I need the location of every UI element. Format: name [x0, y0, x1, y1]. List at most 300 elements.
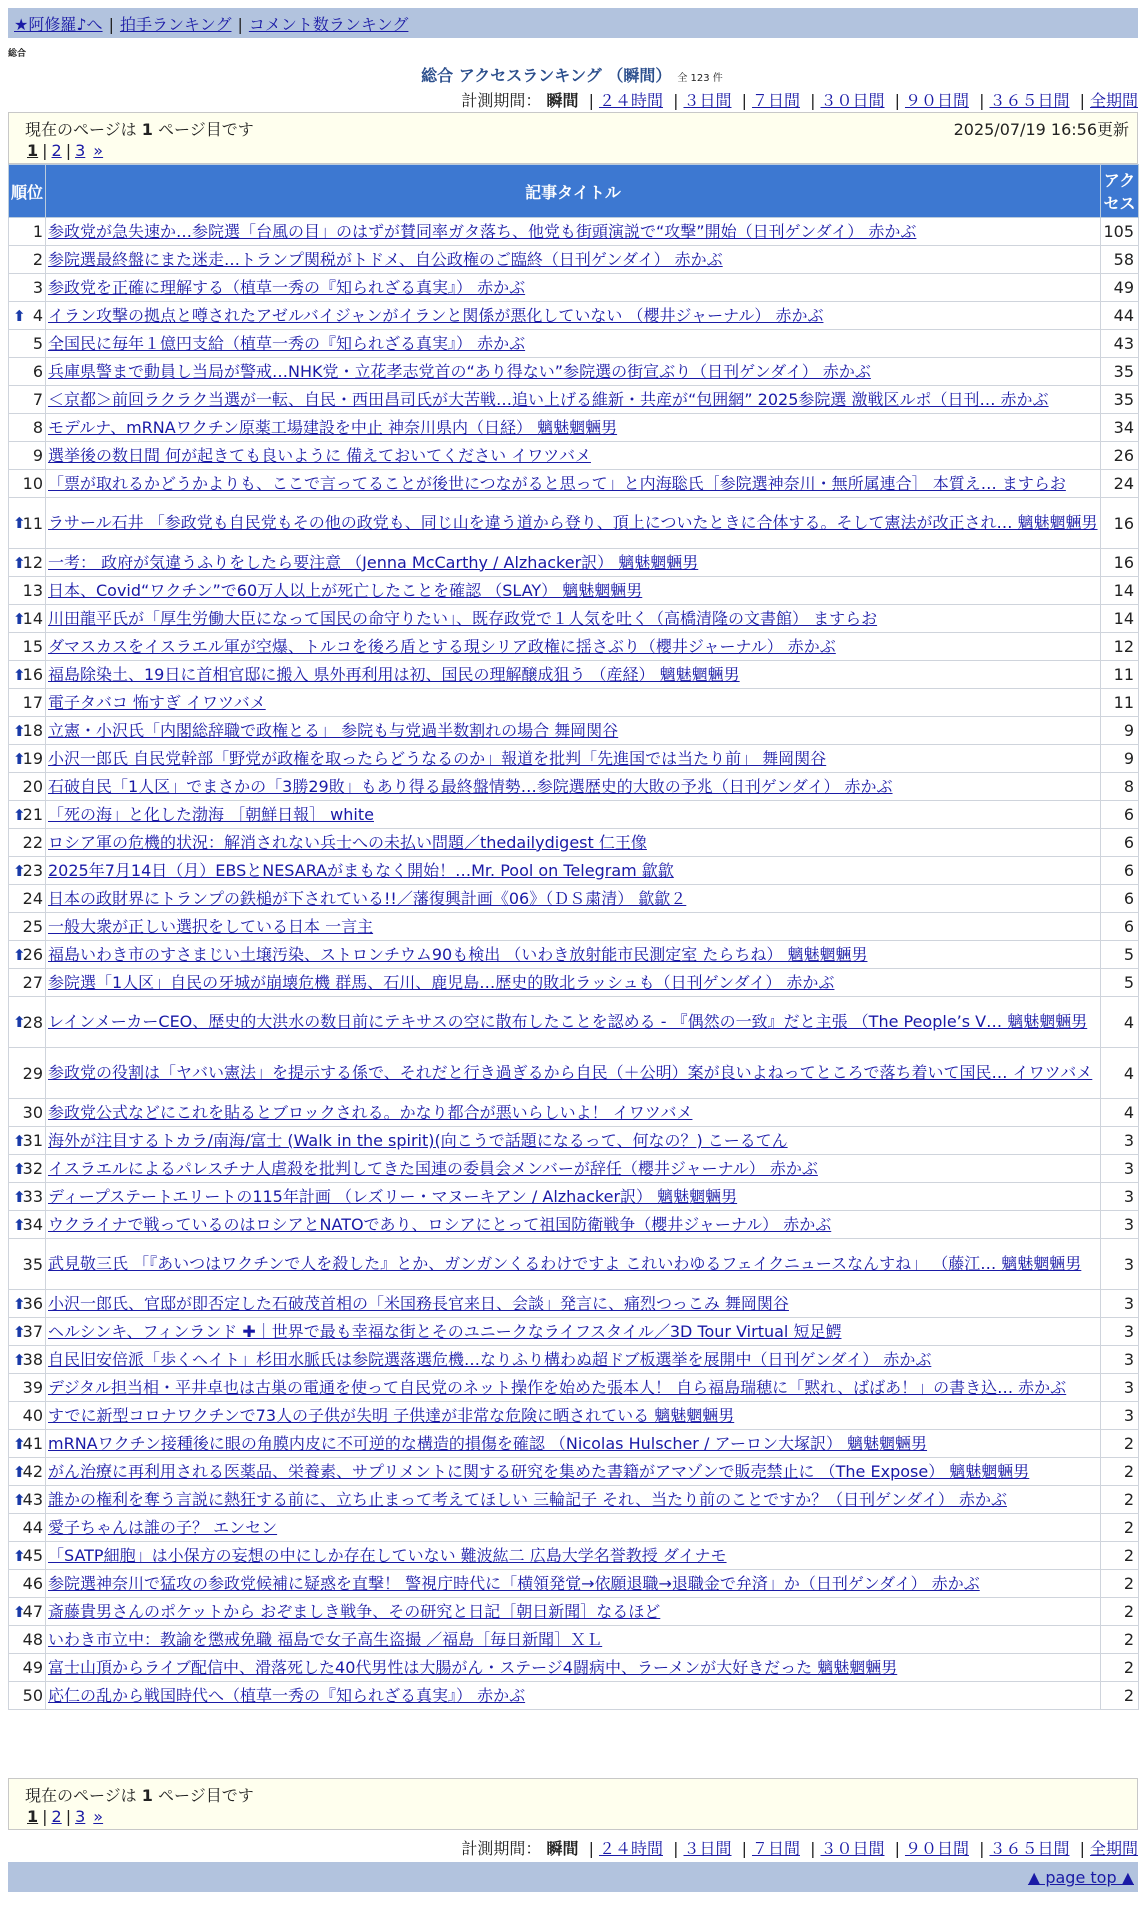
rank-number: 22	[22, 833, 43, 852]
period-link-365d[interactable]: ３６５日間	[989, 91, 1070, 110]
table-row	[9, 997, 1139, 1048]
article-link[interactable]: 参政党の役割は「ヤバい憲法」を提示する係で、それだと行き過ぎるから自民（＋公明）案が良いよねってところで落ち着いて国民… イワツバメ	[48, 1063, 1093, 1082]
title-cell	[46, 1514, 1101, 1542]
pager-next[interactable]: »	[93, 141, 104, 160]
pager-top: 1 | 2 | 3 »	[27, 141, 104, 160]
article-link[interactable]: 福島除染土、19日に首相官邸に搬入 県外再利用は初、国民の理解醸成狙う （産経） 魑魅魍魎男	[48, 664, 740, 684]
updated-timestamp: 2025/07/19 16:56更新	[953, 120, 1129, 139]
article-link[interactable]: ウクライナで戦っているのはロシアとNATOであり、ロシアにとって祖国防衛戦争（櫻井ジャーナル） 赤かぶ	[48, 1214, 832, 1234]
rank-cell	[9, 997, 46, 1048]
access-count: 2	[1101, 1682, 1139, 1710]
table-row	[9, 941, 1139, 969]
access-count: 2	[1101, 1458, 1139, 1486]
rank-number: 33	[22, 1187, 43, 1206]
period-current: 瞬間	[546, 1839, 579, 1858]
rank-cell	[9, 1127, 46, 1155]
rank-number: 29	[22, 1063, 43, 1083]
article-link[interactable]: 小沢一郎氏、官邸が即否定した石破茂首相の「米国務長官来日、会談」発言に、痛烈つっこみ 舞岡関谷	[48, 1293, 789, 1313]
rank-cell	[9, 661, 46, 689]
rank-number: 7	[32, 390, 43, 409]
rank-number: 19	[22, 749, 43, 768]
rank-cell	[9, 498, 46, 549]
access-count: 3	[1101, 1346, 1139, 1374]
rank-up-arrow-icon: ⬆	[13, 1013, 26, 1031]
rank-cell	[9, 1598, 46, 1626]
rank-cell	[9, 1402, 46, 1430]
current-page-text: 現在のページは 1 ページ目です	[25, 120, 254, 139]
article-link[interactable]: レインメーカーCEO、歴史的大洪水の数日前にテキサスの空に散布したことを認める - 『偶然の一致』だと主張 （The People’s V… 魑魅魍魎男	[48, 1012, 1088, 1031]
access-count: 2	[1101, 1654, 1139, 1682]
top-nav-bar	[8, 8, 1138, 38]
rank-up-arrow-icon: ⬆	[13, 1350, 26, 1369]
rank-cell	[9, 1430, 46, 1458]
page-info-bottom	[8, 1778, 1138, 1830]
title-cell	[46, 941, 1101, 969]
rank-up-arrow-icon: ⬆	[13, 553, 26, 572]
pager-next[interactable]: »	[93, 1807, 104, 1826]
table-row	[9, 1402, 1139, 1430]
title-cell	[46, 1211, 1101, 1239]
rank-number: 34	[22, 1215, 43, 1234]
period-link-3d[interactable]: ３日間	[683, 91, 732, 110]
access-count: 16	[1101, 498, 1139, 549]
period-link-365d[interactable]: ３６５日間	[989, 1839, 1070, 1858]
title-cell	[46, 661, 1101, 689]
rank-up-arrow-icon: ⬆	[13, 1462, 26, 1481]
article-link[interactable]: ダマスカスをイスラエル軍が空爆、トルコを後ろ盾とする現シリア政権に揺さぶり（櫻井ジャーナル） 赤かぶ	[48, 636, 836, 656]
rank-cell	[9, 605, 46, 633]
access-count: 4	[1101, 997, 1139, 1048]
rank-up-arrow-icon: ⬆	[13, 1187, 26, 1206]
title-cell	[46, 801, 1101, 829]
table-row	[9, 330, 1139, 358]
page-top-link[interactable]: ▲ page top ▲	[1027, 1868, 1134, 1887]
rank-number: 1	[32, 222, 43, 241]
article-link[interactable]: 全国民に毎年１億円支給（植草一秀の『知られざる真実』） 赤かぶ	[48, 333, 526, 353]
access-count: 11	[1101, 689, 1139, 717]
article-link[interactable]: 富士山頂からライブ配信中、滑落死した40代男性は大腸がん・ステージ4闘病中、ラーメンが大好きだった 魑魅魍魎男	[48, 1657, 898, 1677]
article-link[interactable]: ＜京都＞前回ラクラク当選が一転、自民・西田昌司氏が大苦戦…追い上げる維新・共産が“包囲網” 2025参院選 激戦区ルポ（日刊… 赤かぶ	[48, 389, 1049, 409]
article-link[interactable]: 武見敬三氏 「『あいつはワクチンで人を殺した』とか、ガンガンくるわけですよ これいわゆるフェイクニュースなんすね」 （藤江… 魑魅魍魎男	[48, 1254, 1082, 1273]
title-cell	[46, 969, 1101, 997]
pager-bottom: 1 | 2 | 3 »	[27, 1807, 104, 1826]
rank-cell	[9, 857, 46, 885]
rank-cell	[9, 549, 46, 577]
rank-cell	[9, 274, 46, 302]
article-link[interactable]: 福島いわき市のすさまじい土壌汚染、ストロンチウム90も検出 （いわき放射能市民測定室 たらちね） 魑魅魍魎男	[48, 944, 868, 964]
table-row	[9, 1048, 1139, 1099]
title-cell	[46, 745, 1101, 773]
rank-cell	[9, 969, 46, 997]
access-count: 49	[1101, 274, 1139, 302]
table-row	[9, 913, 1139, 941]
rank-up-arrow-icon: ⬆	[13, 306, 26, 325]
table-row	[9, 470, 1139, 498]
period-link-all[interactable]: 全期間	[1089, 91, 1138, 110]
rank-number: 9	[32, 446, 43, 465]
rank-cell	[9, 1374, 46, 1402]
title-cell	[46, 1155, 1101, 1183]
rank-cell	[9, 1155, 46, 1183]
rank-number: 5	[32, 334, 43, 353]
rank-cell	[9, 885, 46, 913]
period-label: 計測期間：	[461, 1839, 542, 1858]
rank-number: 13	[22, 581, 43, 600]
access-count: 2	[1101, 1514, 1139, 1542]
rank-number: 46	[22, 1574, 43, 1593]
access-count: 3	[1101, 1239, 1139, 1290]
access-count: 6	[1101, 829, 1139, 857]
rank-up-arrow-icon: ⬆	[13, 1215, 26, 1234]
article-link[interactable]: 電子タバコ 怖すぎ イワツバメ	[48, 692, 266, 712]
rank-cell	[9, 913, 46, 941]
period-link-90d[interactable]: ９０日間	[904, 91, 969, 110]
article-link[interactable]: 日本、Covid“ワクチン”で60万人以上が死亡したことを確認 （SLAY） 魑魅魍魎男	[48, 580, 643, 600]
rank-up-arrow-icon: ⬆	[13, 609, 26, 628]
access-count: 2	[1101, 1626, 1139, 1654]
article-link[interactable]: 自民旧安倍派「歩くヘイト」杉田水脈氏は参院選落選危機…なりふり構わぬ超ドブ板選挙を展開中（日刊ゲンダイ） 赤かぶ	[48, 1349, 932, 1369]
title-cell	[46, 386, 1101, 414]
access-count: 12	[1101, 633, 1139, 661]
title-cell	[46, 1099, 1101, 1127]
category-label: 総合	[8, 49, 27, 59]
article-link[interactable]: 一般大衆が正しい選択をしている日本 一言主	[48, 916, 374, 936]
rank-number: 44	[22, 1518, 43, 1537]
rank-cell	[9, 941, 46, 969]
rank-number: 10	[22, 474, 43, 493]
access-count: 6	[1101, 801, 1139, 829]
table-row	[9, 302, 1139, 330]
col-title-header: 記事タイトル	[46, 165, 1101, 218]
article-link[interactable]: 立憲・小沢氏「内閣総辞職で政権とる」 参院も与党過半数割れの場合 舞岡関谷	[48, 720, 619, 740]
access-count: 5	[1101, 969, 1139, 997]
title-cell	[46, 1682, 1101, 1710]
period-label: 計測期間：	[461, 91, 542, 110]
period-link-7d[interactable]: ７日間	[751, 1839, 800, 1858]
article-link[interactable]: 選挙後の数日間 何が起きても良いように 備えておいてください イワツバメ	[48, 445, 591, 465]
title-cell	[46, 633, 1101, 661]
title-cell	[46, 1458, 1101, 1486]
table-row	[9, 661, 1139, 689]
article-link[interactable]: ディープステートエリートの115年計画 （レズリー・マヌーキアン / Alzhacker訳） 魑魅魍魎男	[48, 1186, 738, 1206]
rank-number: 30	[22, 1103, 43, 1122]
table-row	[9, 1486, 1139, 1514]
rank-number: 43	[22, 1490, 43, 1509]
rank-cell	[9, 577, 46, 605]
title-cell	[46, 498, 1101, 549]
access-count: 11	[1101, 661, 1139, 689]
table-row	[9, 1654, 1139, 1682]
rank-number: 12	[22, 553, 43, 572]
title-cell	[46, 773, 1101, 801]
col-access-header: アクセス	[1101, 165, 1139, 218]
article-link[interactable]: 「死の海」と化した渤海 ［朝鮮日報］ white	[48, 804, 374, 824]
title-cell	[46, 1598, 1101, 1626]
rank-cell	[9, 1048, 46, 1099]
article-link[interactable]: 参政党が急失速か…参院選「台風の目」のはずが賛同率ガタ落ち、他党も街頭演説で“攻撃”開始（日刊ゲンダイ） 赤かぶ	[48, 221, 917, 241]
access-count: 2	[1101, 1570, 1139, 1598]
rank-cell	[9, 1099, 46, 1127]
article-link[interactable]: イラン攻撃の拠点と噂されたアゼルバイジャンがイランと関係が悪化していない （櫻井ジャーナル） 赤かぶ	[48, 305, 824, 325]
table-row	[9, 274, 1139, 302]
access-count: 6	[1101, 913, 1139, 941]
page-info-top	[8, 112, 1138, 164]
access-count: 9	[1101, 717, 1139, 745]
article-link[interactable]: 川田龍平氏が「厚生労働大臣になって国民の命守りたい」、既存政党で１人気を吐く（高橋清隆の文書館） ますらお	[48, 608, 878, 628]
article-link[interactable]: 小沢一郎氏 自民党幹部「野党が政権を取ったらどうなるのか」報道を批判「先進国では当たり前」 舞岡関谷	[48, 748, 827, 768]
table-row	[9, 969, 1139, 997]
article-link[interactable]: mRNAワクチン接種後に眼の角膜内皮に不可逆的な構造的損傷を確認 （Nicolas Hulscher / アーロン大塚訳） 魑魅魍魎男	[48, 1433, 928, 1453]
rank-number: 47	[22, 1602, 43, 1621]
rank-cell	[9, 633, 46, 661]
title-cell	[46, 1346, 1101, 1374]
bottom-bar	[8, 1862, 1138, 1892]
access-count: 16	[1101, 549, 1139, 577]
article-link[interactable]: モデルナ、mRNAワクチン原薬工場建設を中止 神奈川県内（日経） 魑魅魍魎男	[48, 417, 618, 437]
pager-page-3[interactable]: 3	[75, 1807, 86, 1826]
table-row	[9, 577, 1139, 605]
pager-page-3[interactable]: 3	[75, 141, 86, 160]
table-row	[9, 1542, 1139, 1570]
rank-number: 35	[22, 1254, 43, 1274]
ranking-table	[8, 164, 1139, 1710]
article-link[interactable]: 海外が注目するトカラ/南海/富士 (Walk in the spirit)(向こうで話題になるって、何なの？) こーるてん	[48, 1130, 788, 1150]
access-count: 26	[1101, 442, 1139, 470]
table-row	[9, 549, 1139, 577]
rank-up-arrow-icon: ⬆	[13, 1322, 26, 1341]
access-count: 6	[1101, 857, 1139, 885]
table-row	[9, 1682, 1139, 1710]
table-row	[9, 801, 1139, 829]
title-cell	[46, 330, 1101, 358]
access-count: 5	[1101, 941, 1139, 969]
rank-number: 11	[22, 513, 43, 533]
access-count: 2	[1101, 1542, 1139, 1570]
period-current: 瞬間	[546, 91, 579, 110]
rank-number: 14	[22, 609, 43, 628]
period-link-7d[interactable]: ７日間	[751, 91, 800, 110]
rank-up-arrow-icon: ⬆	[13, 749, 26, 768]
access-count: 3	[1101, 1290, 1139, 1318]
article-link[interactable]: ヘルシンキ、フィンランド ✚｜世界で最も幸福な街とそのユニークなライフスタイル／3D Tour Virtual 短足鰐	[48, 1321, 842, 1341]
rank-cell	[9, 1514, 46, 1542]
rank-cell	[9, 1290, 46, 1318]
title-cell	[46, 605, 1101, 633]
title-cell	[46, 829, 1101, 857]
title-cell	[46, 1430, 1101, 1458]
rank-cell	[9, 829, 46, 857]
rank-up-arrow-icon: ⬆	[13, 514, 26, 532]
article-link[interactable]: ロシア軍の危機的状況：解消されない兵士への未払い問題／thedailydigest 仁王像	[48, 832, 647, 852]
rank-number: 41	[22, 1434, 43, 1453]
rank-cell	[9, 414, 46, 442]
table-row	[9, 358, 1139, 386]
article-link[interactable]: 参院選最終盤にまた迷走…トランプ関税がトドメ、自公政権のご臨終（日刊ゲンダイ） 赤かぶ	[48, 249, 723, 269]
rank-up-arrow-icon: ⬆	[13, 1294, 26, 1313]
rank-number: 48	[22, 1630, 43, 1649]
article-link[interactable]: 斎藤貴男さんのポケットから おぞましき戦争、その研究と日記［朝日新聞］なるほど	[48, 1601, 661, 1621]
table-row	[9, 857, 1139, 885]
title-cell	[46, 1570, 1101, 1598]
title-cell	[46, 358, 1101, 386]
rank-number: 3	[32, 278, 43, 297]
table-row	[9, 1514, 1139, 1542]
table-row	[9, 1458, 1139, 1486]
title-cell	[46, 1542, 1101, 1570]
period-link-90d[interactable]: ９０日間	[904, 1839, 969, 1858]
title-cell	[46, 302, 1101, 330]
rank-cell	[9, 1570, 46, 1598]
article-link[interactable]: 参政党公式などにこれを貼るとブロックされる。かなり都合が悪いらしいよ！ イワツバメ	[48, 1102, 693, 1122]
pager-page-2[interactable]: 2	[51, 1807, 62, 1826]
pager-page-2[interactable]: 2	[51, 141, 62, 160]
title-cell	[46, 689, 1101, 717]
article-link[interactable]: 2025年7月14日（月）EBSとNESARAがまもなく開始！…Mr. Pool on Telegram 歙歙	[48, 860, 674, 880]
rank-cell	[9, 442, 46, 470]
table-row	[9, 605, 1139, 633]
access-count: 43	[1101, 330, 1139, 358]
rank-cell	[9, 302, 46, 330]
title-cell	[46, 1318, 1101, 1346]
title-cell	[46, 414, 1101, 442]
period-link-all[interactable]: 全期間	[1089, 1839, 1138, 1858]
rank-number: 32	[22, 1159, 43, 1178]
article-link[interactable]: 参院選神奈川で猛攻の参政党候補に疑惑を直撃！ 警視庁時代に「横領発覚→依願退職→退職金で弁済」か（日刊ゲンダイ） 赤かぶ	[48, 1573, 980, 1593]
article-link[interactable]: すでに新型コロナワクチンで73人の子供が失明 子供達が非常な危険に晒されている 魑魅魍魎男	[48, 1405, 735, 1425]
article-link[interactable]: 石破自民「1人区」でまさかの「3勝29敗」もあり得る最終盤情勢…参院選歴史的大敗の予兆（日刊ゲンダイ） 赤かぶ	[48, 776, 893, 796]
period-link-30d[interactable]: ３０日間	[820, 91, 885, 110]
rank-cell	[9, 330, 46, 358]
table-row	[9, 1346, 1139, 1374]
article-link[interactable]: 「票が取れるかどうかよりも、ここで言ってることが後世につながると思って」と内海聡氏［参院選神奈川・無所属連合］ 本質え… ますらお	[48, 473, 1066, 493]
title-cell	[46, 1626, 1101, 1654]
table-row	[9, 1430, 1139, 1458]
rank-cell	[9, 358, 46, 386]
applause-ranking-link[interactable]: 拍手ランキング	[119, 15, 232, 34]
title-cell	[46, 1486, 1101, 1514]
access-count: 34	[1101, 414, 1139, 442]
access-count: 3	[1101, 1127, 1139, 1155]
table-row	[9, 218, 1139, 246]
title-cell	[46, 1183, 1101, 1211]
title-cell	[46, 1374, 1101, 1402]
rank-number: 39	[22, 1378, 43, 1397]
rank-up-arrow-icon: ⬆	[13, 805, 26, 824]
rank-cell	[9, 1239, 46, 1290]
article-link[interactable]: 参政党を正確に理解する（植草一秀の『知られざる真実』） 赤かぶ	[48, 277, 526, 297]
table-row	[9, 773, 1139, 801]
comment-ranking-link[interactable]: コメント数ランキング	[248, 15, 409, 34]
rank-number: 28	[22, 1012, 43, 1032]
col-rank-header: 順位	[9, 165, 46, 218]
article-link[interactable]: 一考： 政府が気違うふりをしたら要注意 （Jenna McCarthy / Alzhacker訳） 魑魅魍魎男	[48, 552, 699, 572]
article-link[interactable]: デジタル担当相・平井卓也は古巣の電通を使って自民党のネット操作を始めた張本人！ 自ら福島瑞穂に「黙れ、ばばあ！」の書き込… 赤かぶ	[48, 1377, 1067, 1397]
rank-number: 27	[22, 973, 43, 992]
table-row	[9, 745, 1139, 773]
table-row	[9, 246, 1139, 274]
article-link[interactable]: がん治療に再利用される医薬品、栄養素、サプリメントに関する研究を集めた書籍がアマゾンで販売禁止に （The Expose） 魑魅魍魎男	[48, 1461, 1030, 1481]
title-cell	[46, 246, 1101, 274]
article-link[interactable]: 愛子ちゃんは誰の子？ エンセン	[48, 1517, 278, 1537]
rank-number: 24	[22, 889, 43, 908]
rank-number: 37	[22, 1322, 43, 1341]
article-link[interactable]: 応仁の乱から戦国時代へ（植草一秀の『知られざる真実』） 赤かぶ	[48, 1685, 526, 1705]
article-link[interactable]: いわき市立中：教諭を懲戒免職 福島で女子高生盗撮 ／福島［毎日新聞］ＸＬ	[48, 1629, 603, 1649]
rank-number: 18	[22, 721, 43, 740]
rank-cell	[9, 1458, 46, 1486]
title-cell	[46, 1239, 1101, 1290]
rank-up-arrow-icon: ⬆	[13, 1159, 26, 1178]
article-link[interactable]: 日本の政財界にトランプの鉄槌が下されている!!／藩復興計画《06》（ＤＳ粛清） 歙歙２	[48, 888, 687, 908]
period-link-3d[interactable]: ３日間	[683, 1839, 732, 1858]
rank-cell	[9, 218, 46, 246]
total-count: 全 123 件	[677, 73, 723, 84]
title-cell	[46, 1654, 1101, 1682]
access-count: 14	[1101, 577, 1139, 605]
access-count: 2	[1101, 1430, 1139, 1458]
rank-cell	[9, 717, 46, 745]
article-link[interactable]: ラサール石井 「参政党も自民党もその他の政党も、同じ山を違う道から登り、頂上についたときに合体する。そして憲法が改正され… 魑魅魍魎男	[48, 513, 1098, 532]
access-count: 3	[1101, 1155, 1139, 1183]
article-link[interactable]: 「SATP細胞」は小保方の妄想の中にしか存在していない 難波紘二 広島大学名誉教授 ダイナモ	[48, 1545, 727, 1565]
article-link[interactable]: イスラエルによるパレスチナ人虐殺を批判してきた国連の委員会メンバーが辞任（櫻井ジャーナル） 赤かぶ	[48, 1158, 818, 1178]
rank-number: 40	[22, 1406, 43, 1425]
period-link-30d[interactable]: ３０日間	[820, 1839, 885, 1858]
home-link[interactable]: ★阿修羅♪へ	[14, 15, 103, 34]
rank-up-arrow-icon: ⬆	[13, 1490, 26, 1509]
table-row	[9, 1374, 1139, 1402]
access-count: 35	[1101, 358, 1139, 386]
title-cell	[46, 1127, 1101, 1155]
table-row	[9, 386, 1139, 414]
rank-number: 4	[32, 306, 43, 325]
table-row	[9, 1626, 1139, 1654]
pager-current: 1	[27, 141, 39, 160]
rank-up-arrow-icon: ⬆	[13, 1546, 26, 1565]
rank-number: 25	[22, 917, 43, 936]
rank-cell	[9, 246, 46, 274]
period-link-24h[interactable]: ２４時間	[598, 91, 663, 110]
rank-number: 2	[32, 250, 43, 269]
access-count: 4	[1101, 1048, 1139, 1099]
rank-up-arrow-icon: ⬆	[13, 1602, 26, 1621]
title-cell	[46, 549, 1101, 577]
table-row	[9, 1127, 1139, 1155]
access-count: 4	[1101, 1099, 1139, 1127]
article-link[interactable]: 参院選「1人区」自民の牙城が崩壊危機 群馬、石川、鹿児島…歴史的敗北ラッシュも（日刊ゲンダイ） 赤かぶ	[48, 972, 835, 992]
article-link[interactable]: 誰かの権利を奪う言説に熱狂する前に、立ち止まって考えてほしい 三輪記子 それ、当たり前のことですか？（日刊ゲンダイ） 赤かぶ	[48, 1489, 1007, 1509]
rank-cell	[9, 1626, 46, 1654]
access-count: 58	[1101, 246, 1139, 274]
access-count: 44	[1101, 302, 1139, 330]
access-count: 8	[1101, 773, 1139, 801]
table-row	[9, 1239, 1139, 1290]
title-cell	[46, 470, 1101, 498]
rank-cell	[9, 1654, 46, 1682]
rank-number: 8	[32, 418, 43, 437]
rank-cell	[9, 470, 46, 498]
rank-cell	[9, 689, 46, 717]
rank-cell	[9, 801, 46, 829]
period-link-24h[interactable]: ２４時間	[598, 1839, 663, 1858]
article-link[interactable]: 兵庫県警まで動員し当局が警戒…NHK党・立花孝志党首の“あり得ない”参院選の街宣ぶり（日刊ゲンダイ） 赤かぶ	[48, 361, 871, 381]
rank-number: 36	[22, 1294, 43, 1313]
rank-number: 21	[22, 805, 43, 824]
title-cell	[46, 1402, 1101, 1430]
access-count: 2	[1101, 1598, 1139, 1626]
access-count: 2	[1101, 1486, 1139, 1514]
table-row	[9, 689, 1139, 717]
